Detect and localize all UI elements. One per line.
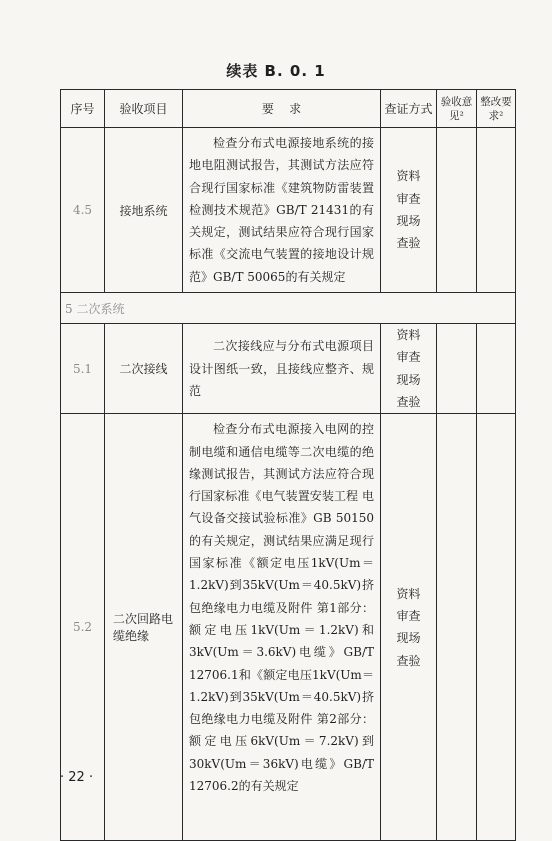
table-title: 续表 B. 0. 1: [226, 62, 326, 80]
row-seq: 4.5: [61, 128, 105, 293]
row-method: 资料 审查 现场 查验: [381, 128, 437, 293]
section-title: 5 二次系统: [61, 293, 516, 324]
table-row: [61, 324, 516, 414]
row-method: 资料 审查 现场 查验: [381, 414, 437, 841]
row-method: 资料 审查 现场 查验: [381, 324, 437, 414]
row-requirement: 二次接线应与分布式电源项目设计图纸一致，且接线应整齐、规范: [183, 324, 381, 414]
row-opinion-cell: [437, 324, 477, 414]
header-seq: 序号: [61, 90, 105, 128]
header-requirement2: 整改要求²: [477, 90, 516, 128]
row-rectify-cell: [477, 324, 516, 414]
row-opinion-cell: [437, 414, 477, 841]
row-item: 二次接线: [105, 324, 183, 414]
header-item: 验收项目: [105, 90, 183, 128]
row-opinion-cell: [437, 128, 477, 293]
table-row: [61, 128, 516, 293]
row-rectify-cell: [477, 414, 516, 841]
header-opinion: 验收意见²: [437, 90, 477, 128]
header-row: [61, 90, 516, 128]
acceptance-table: [60, 89, 516, 841]
row-seq: 5.2: [61, 414, 105, 841]
page-number: · 22 ·: [60, 770, 94, 785]
header-requirement: 要 求: [183, 90, 381, 128]
row-item: 接地系统: [105, 128, 183, 293]
table-row: [61, 414, 516, 841]
row-item: 二次回路电缆绝缘: [105, 414, 183, 841]
section-row: [61, 293, 516, 324]
header-method: 查证方式: [381, 90, 437, 128]
row-seq: 5.1: [61, 324, 105, 414]
row-requirement: 检查分布式电源接地系统的接地电阻测试报告，其测试方法应符合现行国家标准《建筑物防雷装置检测技术规范》GB/T 21431的有关规定，测试结果应符合现行国家标准《交流电气装置的接地设计规范》GB/T 50065的有关规定: [183, 128, 381, 293]
row-requirement: 检查分布式电源接入电网的控制电缆和通信电缆等二次电缆的绝缘测试报告，其测试方法应符合现行国家标准《电气装置安装工程 电气设备交接试验标准》GB 50150的有关规定，测试结果应满足现行国家标准《额定电压1kV(Um＝1.2kV)到35kV(Um＝40.5kV)挤包绝缘电力电缆及附件 第1部分：额定电压1kV(Um＝1.2kV)和3kV(Um＝3.6kV)电缆》GB/T 12706.1和《额定电压1kV(Um＝1.2kV)到35kV(Um＝40.5kV)挤包绝缘电力电缆及附件 第2部分：额定电压6kV(Um＝7.2kV)到30kV(Um＝36kV)电缆》GB/T 12706.2的有关规定: [183, 414, 381, 841]
row-rectify-cell: [477, 128, 516, 293]
